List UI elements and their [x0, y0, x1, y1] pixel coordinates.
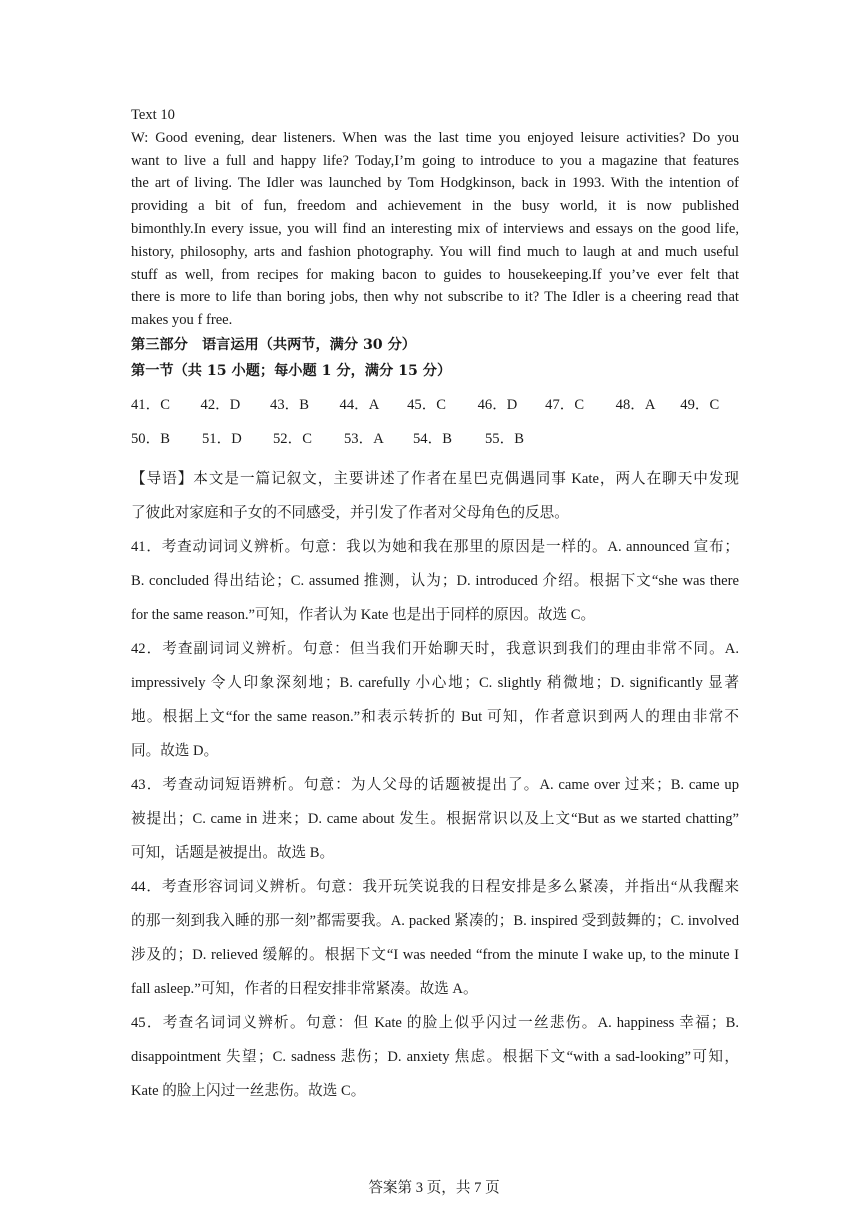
- question-explanation: [131, 1006, 739, 1108]
- explanation-line: 可知，话题是被提出。故选 B。: [131, 844, 335, 861]
- answer-item: 47．C: [545, 396, 585, 413]
- explanation-line: B. concluded 得出结论；C. assumed 推测，认为；D. introduced 介绍。根据下文“she was there: [131, 572, 739, 589]
- explanation-line: 了彼此对家庭和子女的不同感受，并引发了作者对父母角色的反思。: [131, 504, 569, 521]
- answer-item: 41．C: [131, 396, 170, 413]
- section-heading: 第三部分 语言运用（共两节，满分 30 分）: [131, 336, 416, 353]
- explanation-line: 被提出；C. came in 进来；D. came about 发生。根据常识以及上文“But as we started chatting”: [131, 810, 739, 827]
- answer-item: 45．C: [407, 396, 447, 413]
- explanation-line: 41．考查动词词义辨析。句意：我以为她和我在那里的原因是一样的。A. announced 宣布；: [131, 538, 739, 555]
- answer-item: 50．B: [131, 430, 170, 447]
- page-footer: 答案第 3 页，共 7 页: [368, 1180, 500, 1196]
- explanation-line: 同。故选 D。: [131, 742, 219, 759]
- transcript-line: want to live a full and happy life? Today,I’m going to introduce to you a magazine that features: [131, 152, 739, 169]
- transcript-line: the art of living. The Idler was launched by Tom Hodgkinson, back in 1993. With the intention of: [131, 175, 739, 192]
- explanation-line: 44．考查形容词词义辨析。句意：我开玩笑说我的日程安排是多么紧凑，并指出“从我醒来: [131, 878, 739, 895]
- answer-item: 54．B: [413, 430, 452, 447]
- answer-item: 55．B: [485, 430, 524, 447]
- question-explanation: [131, 530, 739, 632]
- explanation-line: 43．考查动词短语辨析。句意：为人父母的话题被提出了。A. came over 过来；B. came up: [131, 776, 739, 793]
- explanation-line: Kate 的脸上闪过一丝悲伤。故选 C。: [131, 1082, 366, 1099]
- answer-item: 44．A: [339, 396, 380, 413]
- answer-row: [131, 428, 739, 450]
- explanation-line: 地。根据上文“for the same reason.”和表示转折的 But 可知，作者意识到两人的理由非常不: [131, 708, 739, 725]
- explanation-line: 【导语】本文是一篇记叙文，主要讲述了作者在星巴克偶遇同事 Kate，两人在聊天中发现: [131, 470, 739, 487]
- passage-intro: [131, 462, 739, 530]
- explanation-line: 42．考查副词词义辨析。句意：但当我们开始聊天时，我意识到我们的理由非常不同。A.: [131, 640, 739, 657]
- answer-item: 49．C: [680, 396, 720, 413]
- transcript-body: [131, 127, 739, 332]
- explanation-line: disappointment 失望；C. sadness 悲伤；D. anxiety 焦虑。根据下文“with a sad-looking”可知，: [131, 1048, 739, 1065]
- explanations: [131, 462, 739, 1108]
- explanation-line: 的那一刻到我入睡的那一刻”都需要我。A. packed 紧凑的；B. inspired 受到鼓舞的；C. involved: [131, 912, 739, 929]
- question-explanation: [131, 870, 739, 1006]
- answer-item: 42．D: [200, 396, 241, 413]
- answer-item: 51．D: [202, 430, 242, 447]
- explanation-line: fall asleep.”可知，作者的日程安排非常紧凑。故选 A。: [131, 980, 478, 997]
- answer-item: 43．B: [270, 396, 309, 413]
- answer-row: [131, 394, 739, 416]
- answer-item: 53．A: [344, 430, 384, 447]
- explanation-line: for the same reason.”可知，作者认为 Kate 也是出于同样的原因。故选 C。: [131, 606, 596, 623]
- answer-item: 52．C: [273, 430, 312, 447]
- transcript-line: there is more to life than boring jobs, then why not subscribe to it? The Idler is a cheering read that: [131, 289, 739, 306]
- transcript-line: makes you f free.: [131, 312, 233, 329]
- explanation-line: 45．考查名词词义辨析。句意：但 Kate 的脸上似乎闪过一丝悲伤。A. happiness 幸福；B.: [131, 1014, 739, 1031]
- transcript-line: W: Good evening, dear listeners. When was the last time you enjoyed leisure activities? Do you: [131, 129, 739, 146]
- subsection-heading: 第一节（共 15 小题；每小题 1 分，满分 15 分）: [131, 362, 452, 379]
- transcript-line: stuff as well, from recipes for making bacon to guides to housekeeping.If you’ve ever felt that: [131, 266, 739, 283]
- answer-item: 48．A: [615, 396, 656, 413]
- transcript-line: history, philosophy, arts and fashion photography. You will find much to laugh at and much useful: [131, 243, 739, 260]
- answer-key: [131, 394, 739, 450]
- transcript-line: bimonthly.In every issue, you will find an interesting mix of interviews and essays on the good life,: [131, 220, 739, 237]
- listening-transcript: [131, 104, 739, 332]
- question-explanation: [131, 632, 739, 768]
- transcript-title: Text 10: [131, 107, 175, 123]
- explanation-line: impressively 令人印象深刻地；B. carefully 小心地；C. slightly 稍微地；D. significantly 显著: [131, 674, 739, 691]
- question-explanation: [131, 768, 739, 870]
- answer-item: 46．D: [477, 396, 518, 413]
- transcript-line: providing a bit of fun, freedom and achievement in the busy world, it is now published: [131, 198, 739, 215]
- explanation-line: 涉及的；D. relieved 缓解的。根据下文“I was needed “from the minute I wake up, to the minute I: [131, 946, 739, 963]
- answer-page: [131, 104, 739, 1108]
